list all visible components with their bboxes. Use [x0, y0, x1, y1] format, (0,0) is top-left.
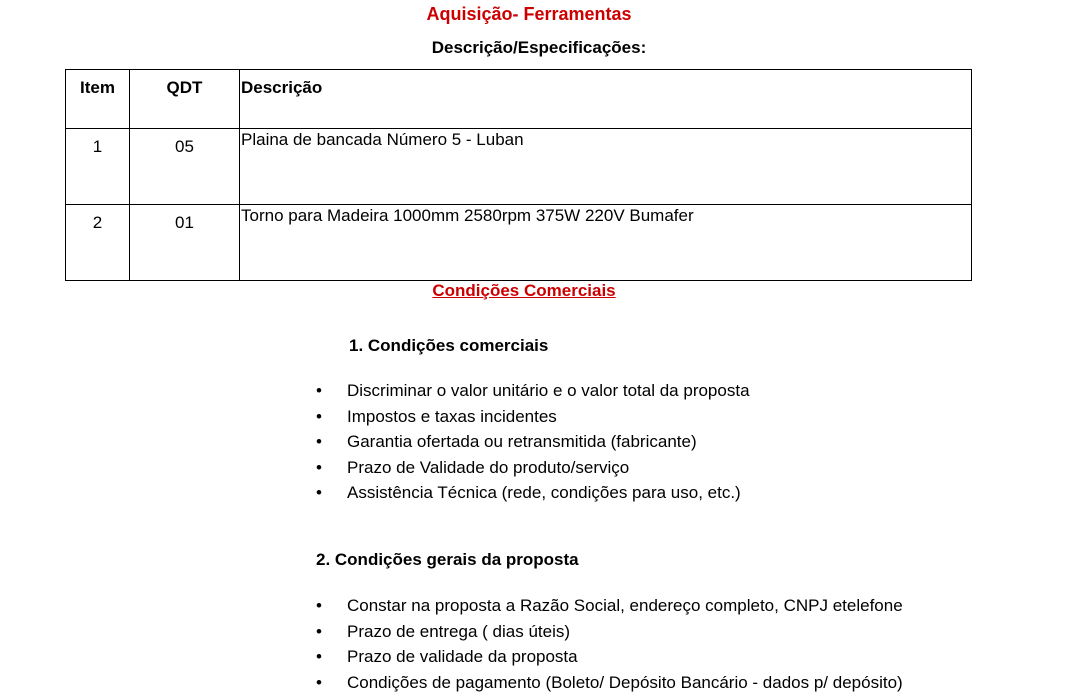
- table-header-row: [66, 70, 972, 129]
- list-item: [316, 620, 903, 646]
- list-item-text: Constar na proposta a Razão Social, endereço completo, CNPJ etelefone: [347, 596, 903, 615]
- bullet-icon: •: [316, 381, 322, 400]
- commercial-conditions-list: [316, 379, 750, 507]
- bullet-icon: •: [316, 483, 322, 503]
- list-item: [316, 405, 750, 431]
- bullet-icon: •: [316, 406, 322, 426]
- bullet-icon: •: [316, 432, 322, 452]
- list-item: [316, 594, 903, 620]
- cell-item: 2: [66, 205, 130, 281]
- list-item-text: Garantia ofertada ou retransmitida (fabricante): [347, 432, 697, 452]
- bullet-icon: •: [316, 672, 322, 692]
- bullet-icon: •: [316, 457, 322, 477]
- document-subtitle: Descrição/Especificações:: [431, 38, 647, 57]
- list-item-text: Prazo de Validade do produto/serviço: [347, 457, 630, 477]
- cell-qdt: 05: [130, 129, 240, 205]
- heading-commercial-conditions: 1. Condições comerciais: [349, 336, 549, 355]
- list-item: [316, 456, 750, 482]
- document-title: Aquisição- Ferramentas: [426, 4, 632, 24]
- cell-qdt: 01: [130, 205, 240, 281]
- table-row: [66, 205, 972, 281]
- list-item-text: Assistência Técnica (rede, condições para uso, etc.): [347, 483, 741, 503]
- list-item: [316, 671, 903, 696]
- header-descricao: Descrição: [240, 70, 972, 129]
- list-item-text: Condições de pagamento (Boleto/ Depósito Bancário - dados p/ depósito): [347, 672, 903, 692]
- bullet-icon: •: [316, 596, 322, 615]
- header-qdt: QDT: [130, 70, 240, 129]
- header-item: Item: [66, 70, 130, 129]
- list-item-text: Discriminar o valor unitário e o valor total da proposta: [347, 381, 750, 400]
- cell-descricao: Plaina de bancada Número 5 - Luban: [240, 129, 972, 205]
- table-row: [66, 129, 972, 205]
- list-item-text: Prazo de validade da proposta: [347, 647, 578, 667]
- heading-general-proposal-conditions: 2. Condições gerais da proposta: [316, 550, 579, 569]
- list-item-text: Prazo de entrega ( dias úteis): [347, 621, 571, 641]
- list-item: [316, 481, 750, 507]
- bullet-icon: •: [316, 621, 322, 641]
- list-item: [316, 379, 750, 405]
- bullet-icon: •: [316, 647, 322, 667]
- cell-item: 1: [66, 129, 130, 205]
- cell-descricao: Torno para Madeira 1000mm 2580rpm 375W 220V Bumafer: [240, 205, 972, 281]
- list-item: [316, 430, 750, 456]
- items-table: [65, 69, 972, 281]
- list-item: [316, 645, 903, 671]
- general-proposal-conditions-list: [316, 594, 903, 696]
- section-title-commercial-conditions: Condições Comerciais: [432, 281, 616, 300]
- list-item-text: Impostos e taxas incidentes: [347, 406, 557, 426]
